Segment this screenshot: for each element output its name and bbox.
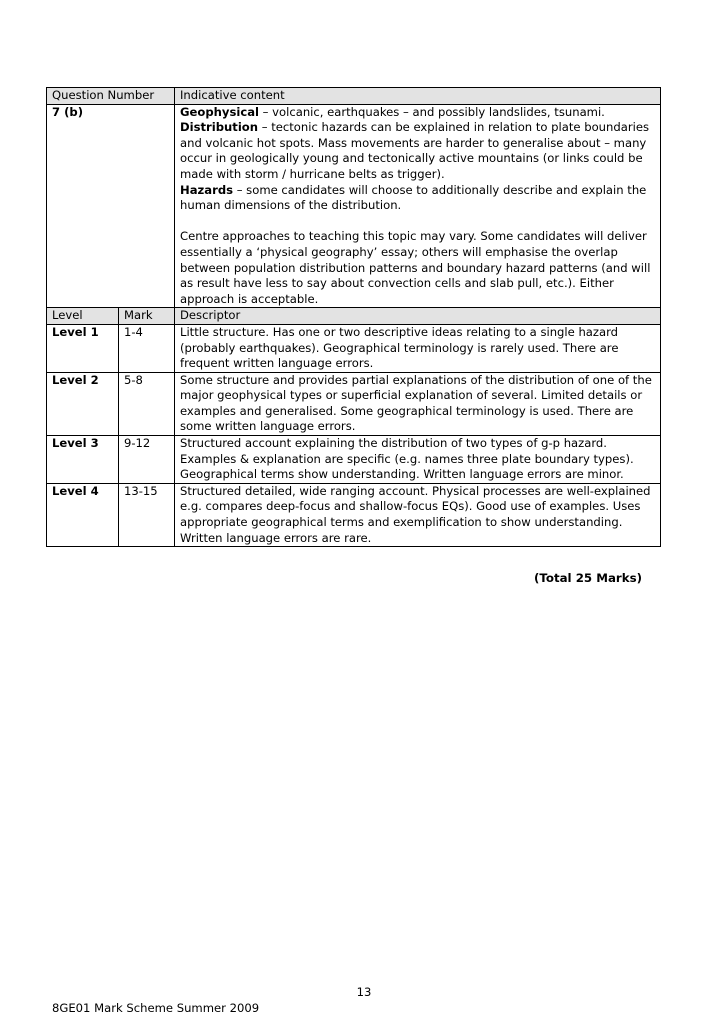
level-name: Level 1	[47, 324, 119, 372]
level-mark: 1-4	[119, 324, 175, 372]
level-name: Level 4	[47, 483, 119, 546]
level-row	[47, 483, 661, 546]
question-number: 7 (b)	[47, 104, 175, 308]
level-header-row	[47, 308, 661, 325]
total-marks: (Total 25 Marks)	[533, 571, 642, 585]
footer-text: 8GE01 Mark Scheme Summer 2009	[52, 1001, 260, 1015]
level-row	[47, 436, 661, 484]
distribution-paragraph	[180, 120, 655, 182]
level-descriptor: Some structure and provides partial explanations of the distribution of one of the major geophysical types or superficial explanation of several. Limited details or examples and generalised. Some geographical terminology is used. There are some written language errors.	[175, 372, 661, 435]
question-row	[47, 104, 661, 308]
level-mark: 9-12	[119, 436, 175, 484]
hazards-text: – some candidates will choose to additionally describe and explain the human dimensions of the distribution.	[180, 182, 647, 213]
level-mark: 13-15	[119, 483, 175, 546]
question-number-header: Question Number	[47, 88, 175, 105]
level-name: Level 2	[47, 372, 119, 435]
geophysical-text: – volcanic, earthquakes – and possibly landslides, tsunami.	[259, 104, 605, 119]
mark-scheme-table	[46, 87, 661, 547]
indicative-content	[175, 104, 661, 308]
mark-header: Mark	[119, 308, 175, 325]
level-descriptor: Structured account explaining the distribution of two types of g-p hazard. Examples & explanation are specific (e.g. names three plate boundary types). Geographical terms show understanding. Written language errors are minor.	[175, 436, 661, 484]
hazards-paragraph	[180, 183, 655, 214]
centre-approaches-paragraph: Centre approaches to teaching this topic may vary. Some candidates will deliver essentially a ‘physical geography’ essay; others will emphasise the overlap between population distribution patterns and boundary hazard patterns (and will as result have less to say about convection cells and slab pull, etc.). Either approach is acceptable.	[180, 229, 651, 306]
level-descriptor: Structured detailed, wide ranging account. Physical processes are well-explained e.g. compares deep-focus and shallow-focus EQs). Good use of examples. Uses appropriate geographical terms and exemplification to show understanding. Written language errors are rare.	[175, 483, 661, 546]
level-row	[47, 324, 661, 372]
level-row	[47, 372, 661, 435]
table-header-row	[47, 88, 661, 105]
indicative-content-header: Indicative content	[175, 88, 661, 105]
level-name: Level 3	[47, 436, 119, 484]
geophysical-paragraph	[180, 105, 655, 121]
distribution-label: Distribution	[180, 120, 259, 135]
descriptor-header: Descriptor	[175, 308, 661, 325]
distribution-text: – tectonic hazards can be explained in relation to plate boundaries and volcanic hot spots. Mass movements are harder to generalise about – many occur in geologically young and tectonically active mountains (or links could be made with storm / hurricane belts as trigger).	[180, 120, 649, 181]
level-mark: 5-8	[119, 372, 175, 435]
page-number: 13	[356, 985, 372, 999]
hazards-label: Hazards	[180, 182, 234, 197]
level-descriptor: Little structure. Has one or two descriptive ideas relating to a single hazard (probably earthquakes). Geographical terminology is rarely used. There are frequent written language errors.	[175, 324, 661, 372]
geophysical-label: Geophysical	[180, 104, 259, 119]
level-header: Level	[47, 308, 119, 325]
